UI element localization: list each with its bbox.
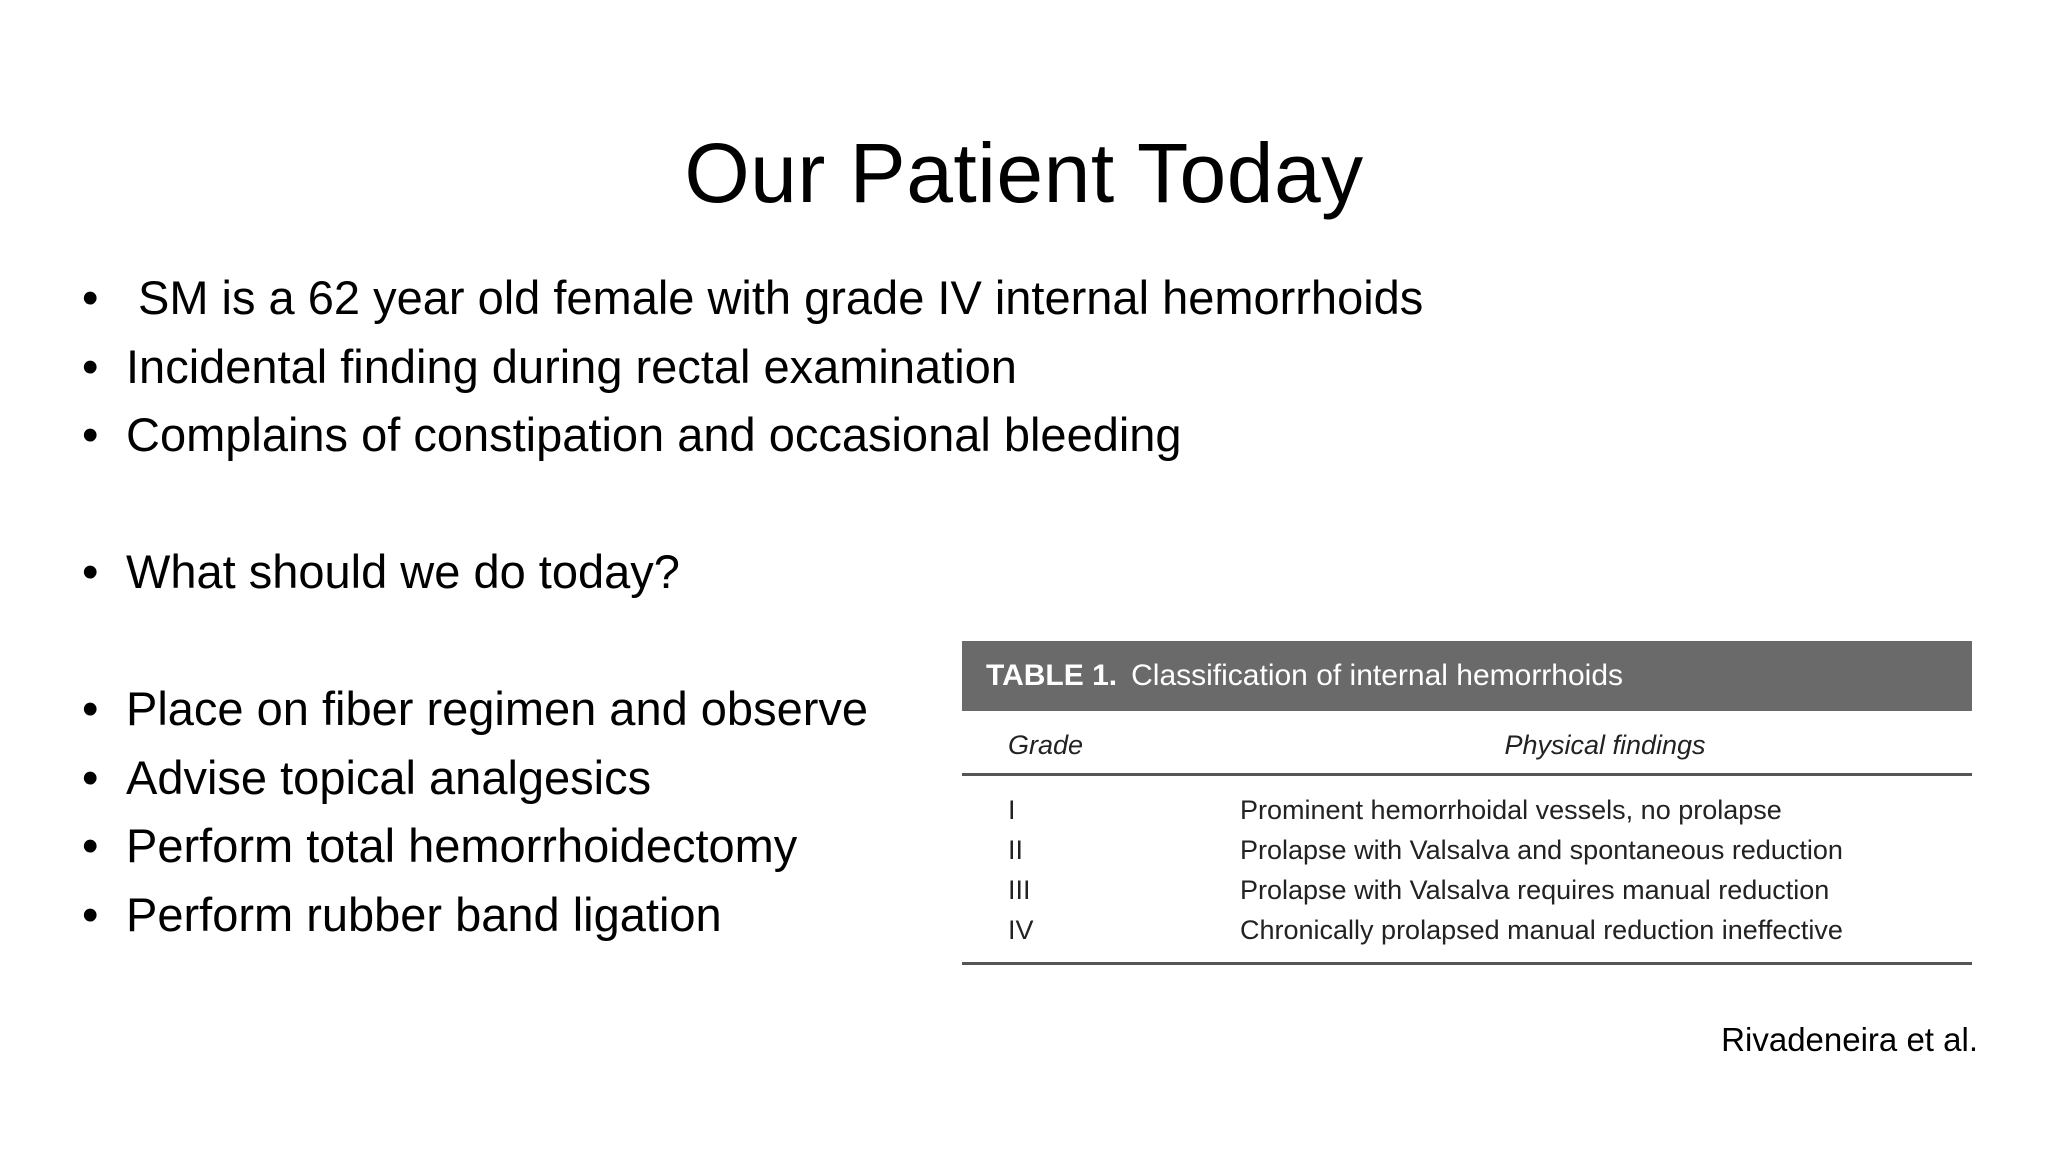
grade-cell: III — [1008, 875, 1031, 905]
bullet-icon: • — [82, 750, 99, 804]
table-row — [962, 870, 1972, 910]
bullet-text: Advise topical analgesics — [126, 750, 652, 804]
bullet-icon: • — [82, 339, 99, 393]
grade-cell: IV — [962, 910, 1238, 964]
table-caption-title: Classification of internal hemorrhoids — [1131, 659, 1624, 692]
bullet-item — [78, 401, 1598, 470]
bullet-text: Incidental finding during rectal examination — [126, 339, 1017, 393]
bullet-icon: • — [82, 682, 99, 735]
bullet-text: Place on fiber regimen and observe — [126, 682, 868, 735]
bullet-text: SM is a 62 year old female with grade IV internal hemorrhoids — [138, 271, 1424, 324]
table-row — [962, 910, 1972, 964]
bullet-icon: • — [82, 408, 99, 461]
bullet-item — [78, 264, 1598, 333]
slide-title: Our Patient Today — [684, 126, 1364, 220]
table-header-row — [962, 711, 1972, 775]
bullet-icon: • — [82, 819, 99, 872]
header-grade: Grade — [962, 711, 1238, 775]
bullet-icon: • — [82, 271, 99, 324]
bullet-icon: • — [82, 545, 99, 598]
grade-cell: II — [1008, 835, 1024, 865]
bullet-text: What should we do today? — [126, 545, 680, 598]
finding-cell: Prolapse with Valsalva and spontaneous reduction — [1240, 835, 1843, 865]
bullet-spacer — [78, 470, 1598, 539]
bullet-text: Complains of constipation and occasional bleeding — [126, 408, 1182, 461]
bullet-text: Perform rubber band ligation — [126, 887, 722, 941]
finding-cell: Prolapse with Valsalva requires manual reduction — [1240, 875, 1830, 905]
header-physical-findings: Physical findings — [1238, 711, 1972, 775]
table-row — [962, 775, 1972, 831]
bullet-text: Perform total hemorrhoidectomy — [126, 819, 798, 872]
bullet-icon: • — [82, 887, 99, 941]
finding-cell: Prominent hemorrhoidal vessels, no prolapse — [1240, 795, 1782, 825]
bullet-item — [78, 538, 1598, 607]
bullet-item — [78, 333, 1598, 402]
finding-cell: Chronically prolapsed manual reduction ineffective — [1238, 910, 1972, 964]
classification-table — [962, 711, 1972, 965]
classification-table-figure — [962, 641, 1972, 965]
table-row — [962, 830, 1972, 870]
table-caption — [962, 641, 1972, 711]
grade-cell: I — [1008, 795, 1016, 825]
citation: Rivadeneira et al. — [1721, 1021, 1978, 1058]
table-caption-label: TABLE 1. — [986, 659, 1118, 692]
